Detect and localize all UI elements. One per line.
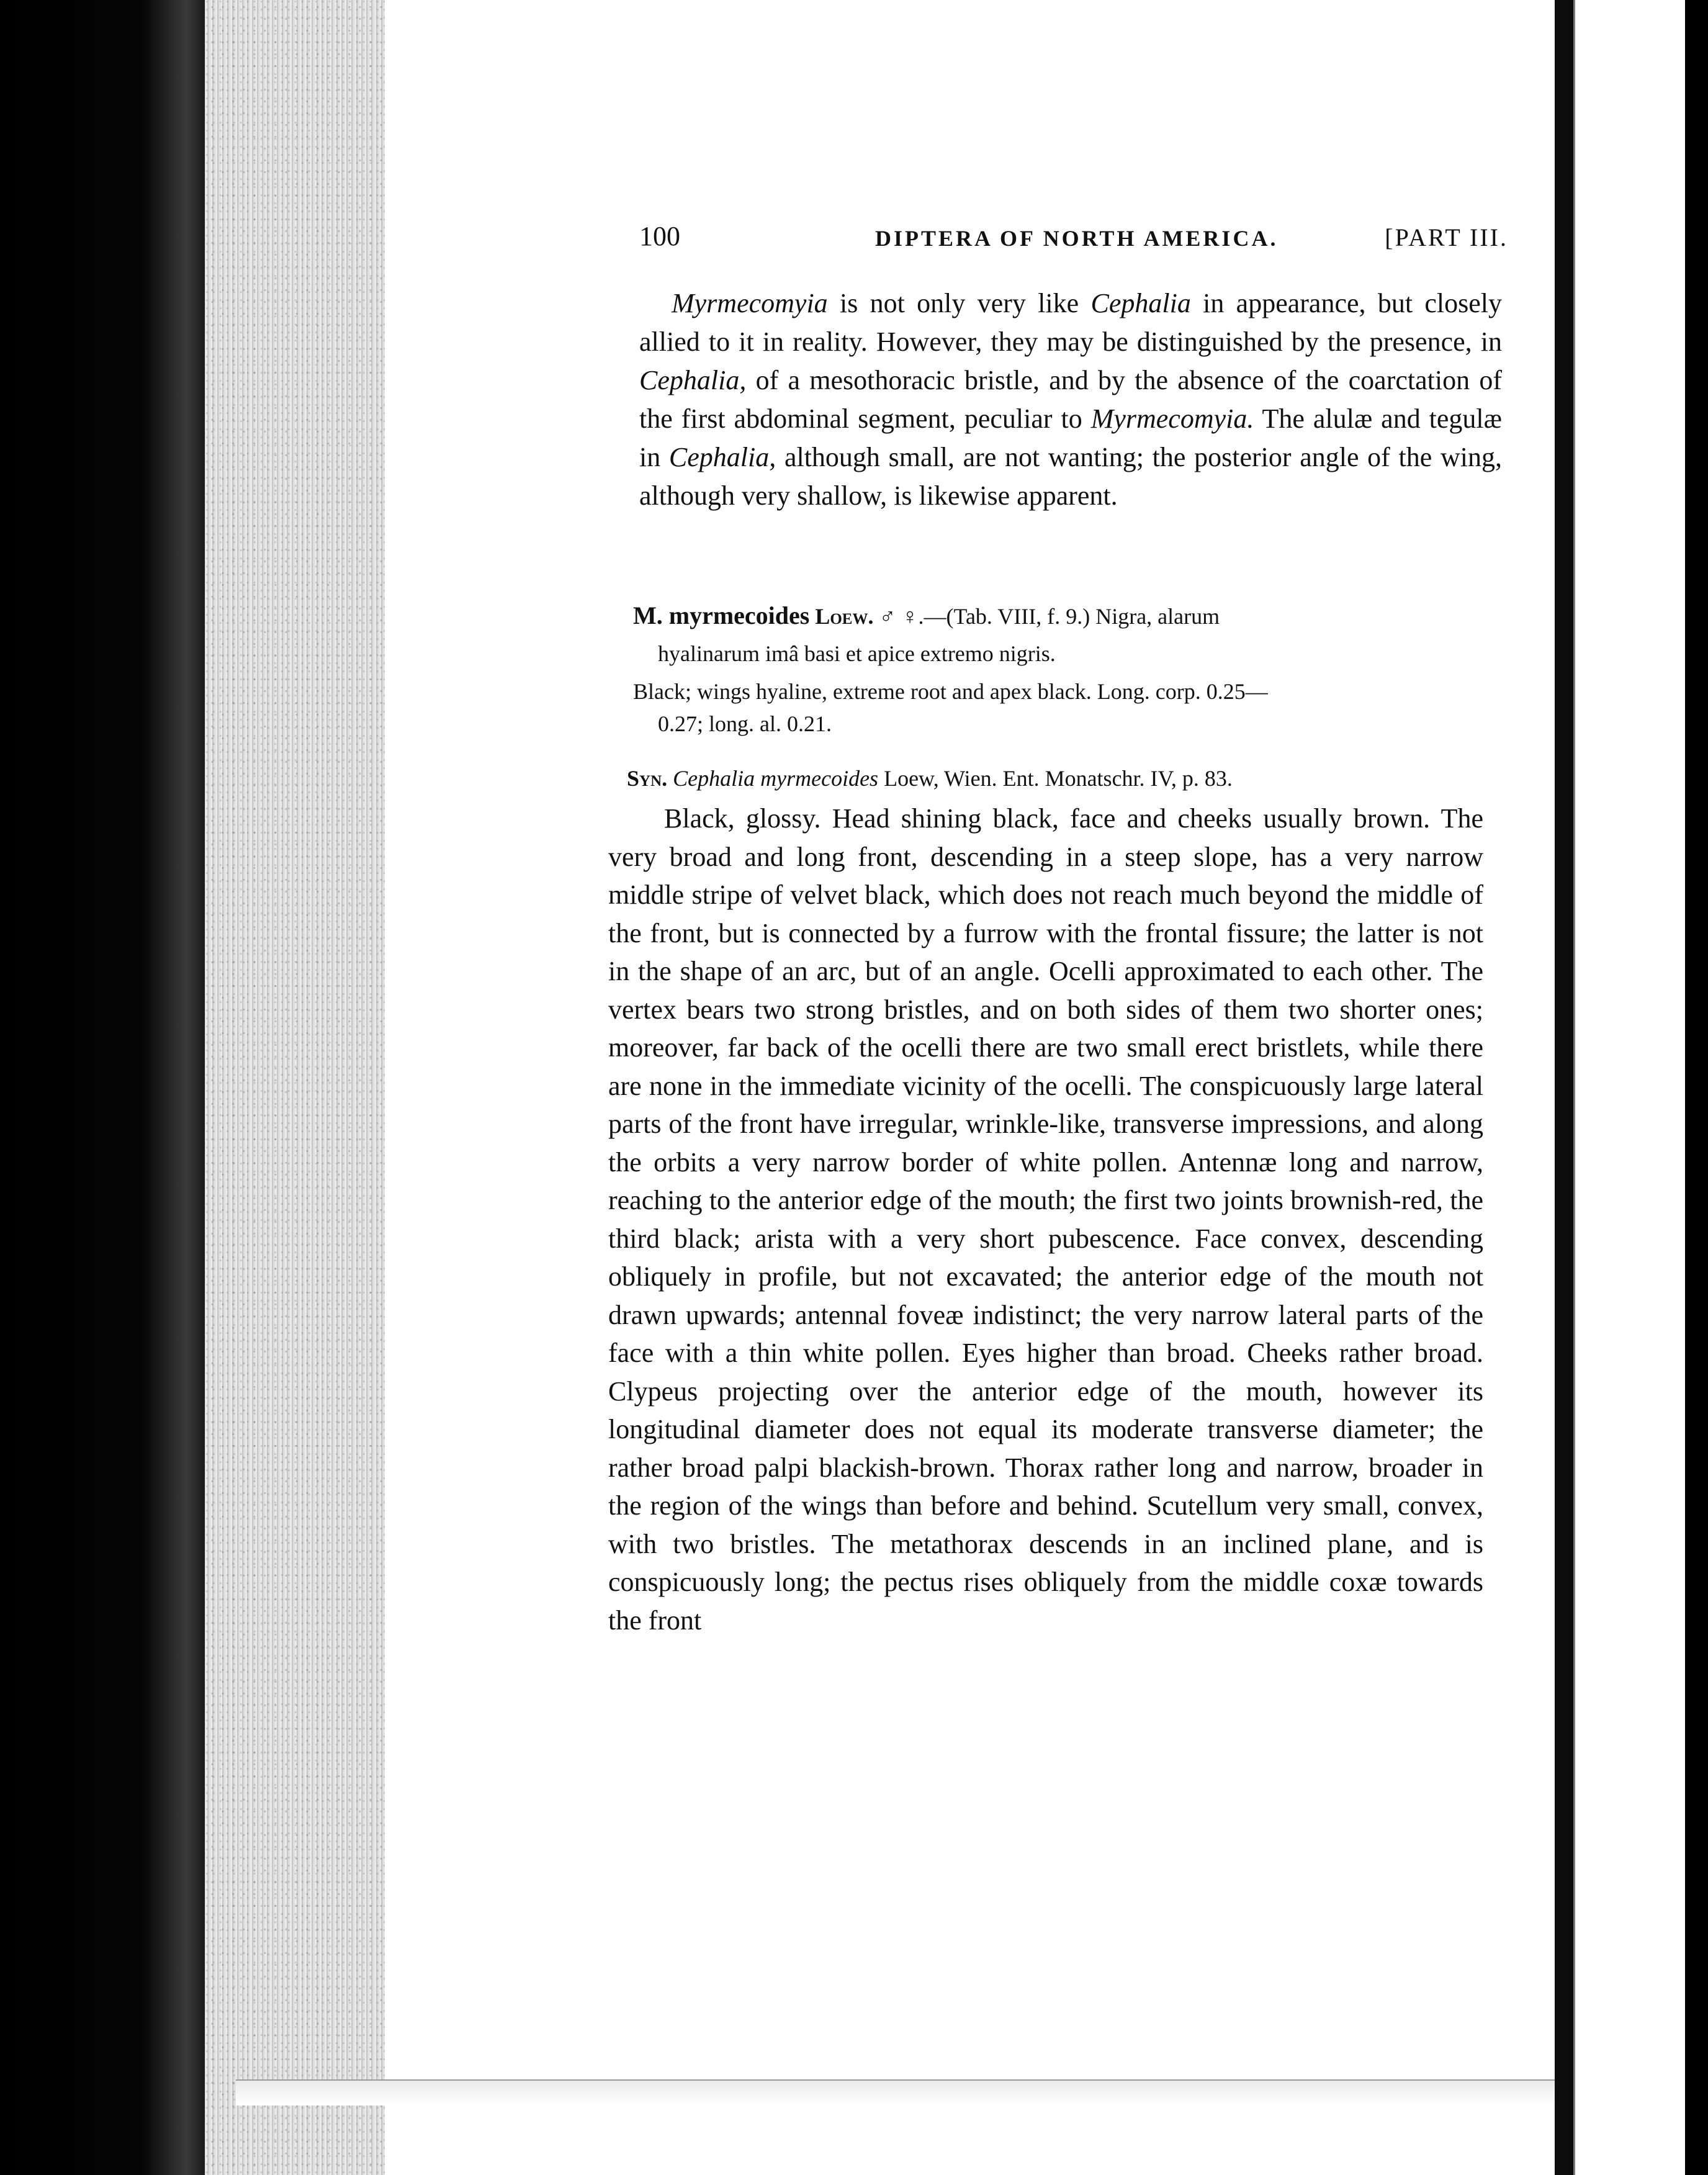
synonym-citation: Loew, Wien. Ent. Monatschr. IV, p. 83. — [878, 766, 1233, 791]
part-label: [PART III. — [1385, 223, 1508, 251]
running-header — [639, 220, 1508, 270]
page-edges — [205, 0, 385, 2175]
synonymy — [627, 762, 1496, 795]
text-run: is not only very like — [827, 288, 1091, 318]
scan-left-border — [0, 0, 205, 2175]
latin-diagnosis-start: Nigra, alarum — [1095, 604, 1220, 629]
genus-name: Cephalia, — [668, 442, 776, 472]
text-run: although small, are not wanting; the posterior angle of the wing, although very shallow, is likewise apparent. — [639, 442, 1502, 511]
genus-name: Cephalia, — [639, 365, 747, 395]
species-name: M. myrmecoides — [633, 601, 810, 629]
page-number: 100 — [639, 221, 680, 251]
english-diagnosis-line: 0.27; long. al. 0.21. — [658, 711, 832, 736]
genus-name: Myrmecomyia. — [1090, 403, 1254, 434]
gutter-shadow — [1555, 0, 1573, 2175]
genus-name: Myrmecomyia — [672, 288, 828, 318]
synonymy-label: Syn. — [627, 766, 668, 791]
english-diagnosis-line: Black; wings hyaline, extreme root and apex black. Long. corp. 0.25— — [633, 679, 1268, 704]
text-run: in appearance, but closely allied to it in reality. However, they may be distinguished by the presence, in — [639, 288, 1502, 357]
running-title: DIPTERA OF NORTH AMERICA. — [875, 226, 1279, 251]
text-run: of a mesothoracic bristle, and by the absence of the coarctation of the first abdominal segment, peculiar to — [639, 365, 1502, 434]
synonym-name: Cephalia myrmecoides — [673, 766, 879, 791]
page-bottom-edge — [236, 2079, 1564, 2105]
genus-name: Cephalia — [1090, 288, 1191, 318]
intro-paragraph — [639, 284, 1502, 515]
species-author: Loew. — [815, 604, 874, 629]
latin-diagnosis-end: hyalinarum imâ basi et apice extremo nigris. — [658, 641, 1056, 666]
text-run: The alulæ and tegulæ in — [639, 403, 1502, 472]
sex-and-plate: ♂ ♀.—(Tab. VIII, f. 9.) — [879, 604, 1090, 629]
english-diagnosis — [633, 675, 1502, 740]
description-paragraph: Black, glossy. Head shining black, face and cheeks usually brown. The very broad and long front, descending in a steep slope, has a very narrow middle stripe of velvet black, which does not reach much beyond the middle of the front, but is connected by a furrow with the frontal fissure; the latter is not in the shape of an arc, but of an angle. Ocelli approximated to each other. The vertex bears two strong bristles, and on both sides of them two shorter ones; moreover, far back of the ocelli there are two small erect bristlets, while there are none in the immediate vicinity of the ocelli. The conspicuously large lateral parts of the front have irregular, wrinkle-like, transverse impressions, and along the orbits a very narrow border of white pollen. Antennæ long and narrow, reaching to the anterior edge of the mouth; the first two joints brownish-red, the third black; arista with a very short pubescence. Face convex, descending obliquely in profile, but not excavated; the anterior edge of the mouth not drawn upwards; antennal foveæ indistinct; the very narrow lateral parts of the face with a thin white pollen. Eyes higher than broad. Cheeks rather broad. Clypeus projecting over the anterior edge of the mouth, however its longitudinal diameter does not equal its moderate transverse diameter; the rather broad palpi blackish-brown. Thorax rather long and narrow, broader in the region of the wings than before and behind. Scutellum very small, convex, with two bristles. The metathorax descends in an inclined plane, and is conspicuously long; the pectus rises obliquely from the middle coxæ towards the front — [608, 803, 1483, 1636]
species-heading — [633, 597, 1502, 672]
scan-right-border — [1685, 0, 1708, 2175]
next-page-edge — [1573, 0, 1687, 2175]
